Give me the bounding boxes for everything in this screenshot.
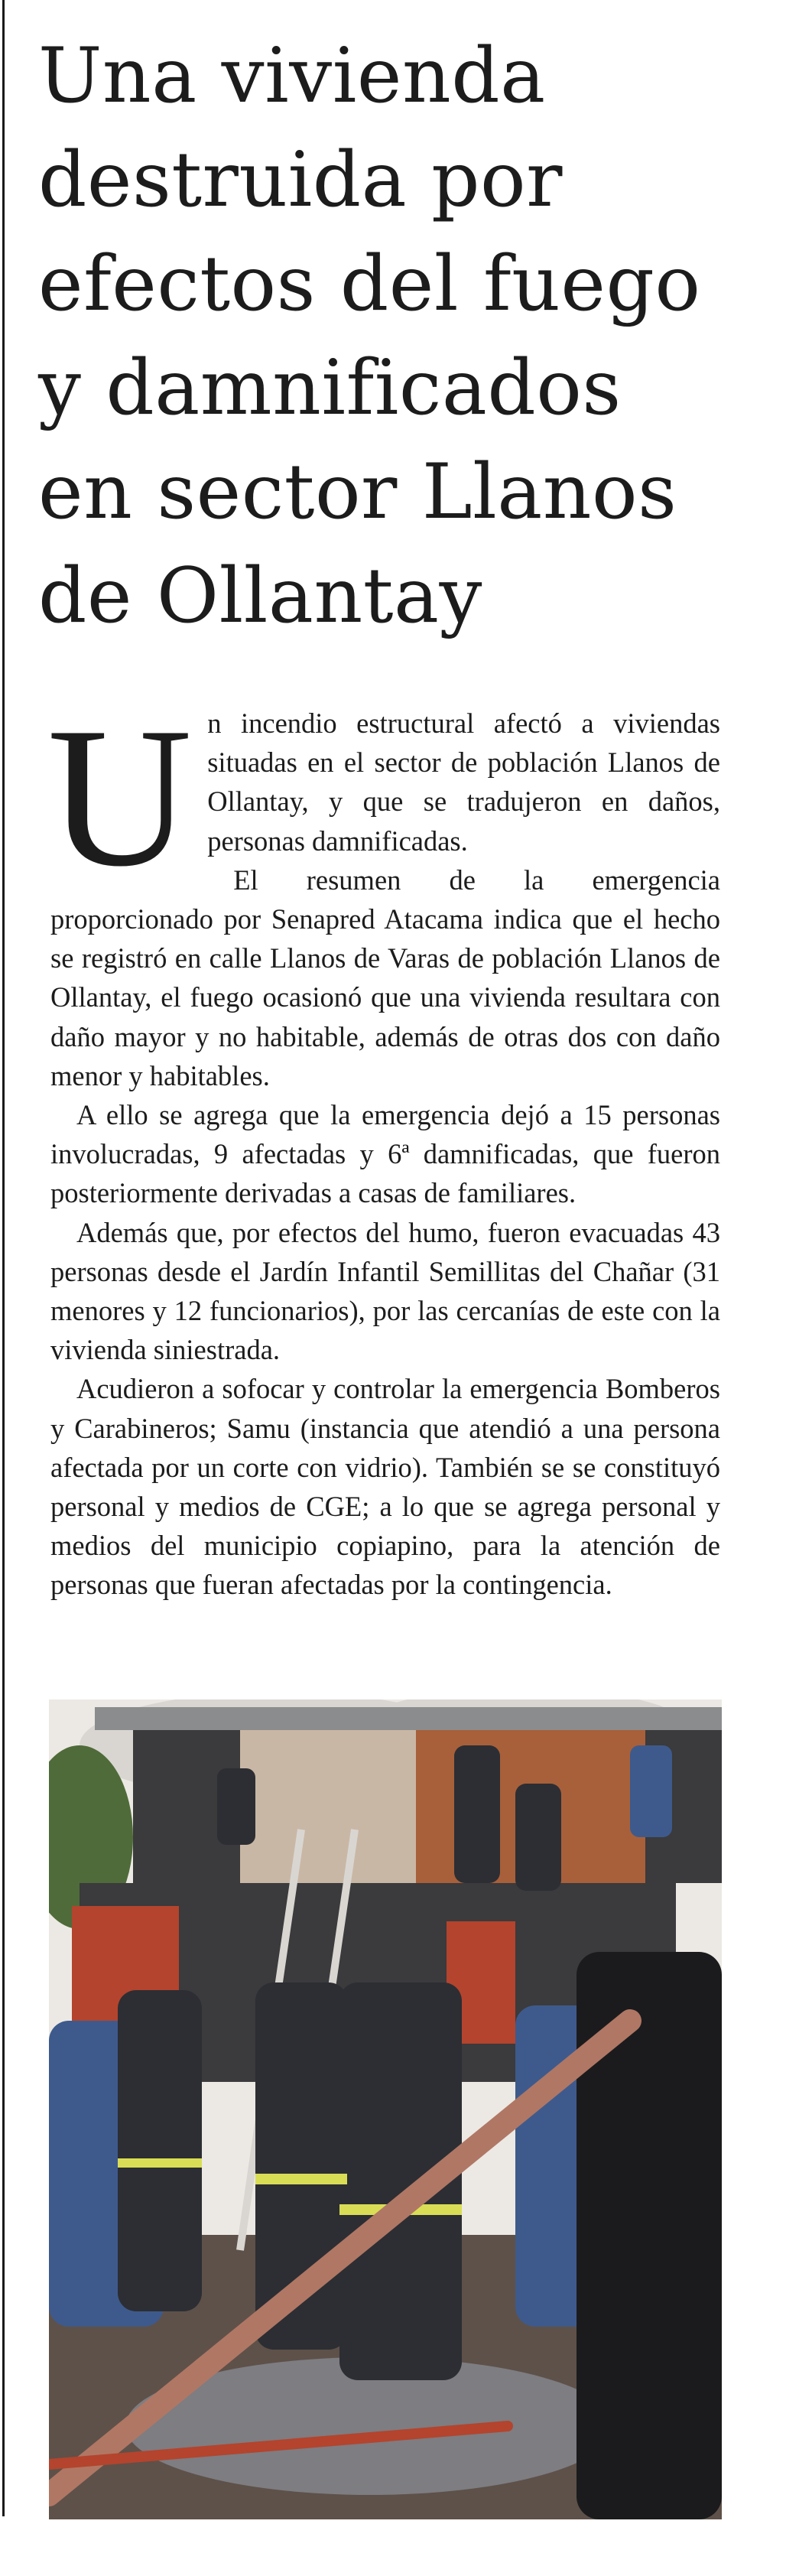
article-paragraph: Además que, por efectos del humo, fueron evacuadas 43 personas desde el Jardín Infantil Semillitas del Chañar (31 menores y 12 funcionarios), por las cercanías de este con la vivienda siniestrada. <box>50 1216 720 1366</box>
person-on-roof <box>630 1745 672 1837</box>
headline-line: y damnificados <box>38 344 622 432</box>
headline <box>38 24 757 649</box>
firefighter-on-roof <box>515 1784 561 1891</box>
headline-line: destruida por <box>38 136 563 224</box>
article-paragraph: A ello se agrega que la emergencia dejó a 15 personas involucradas, 9 afectadas y 6ª damnificadas, que fueron posteriormente derivadas a casas de familiares. <box>50 1099 720 1209</box>
headline-line: efectos del fuego <box>38 240 701 328</box>
paragraph-text: n incendio estructural afectó a viviendas situadas en el sector de población Llanos de Ollantay, y que se tradujeron en daños, personas damnificadas. <box>207 707 720 857</box>
reflective-stripe <box>255 2174 347 2184</box>
fire-scene-illustration <box>49 1699 722 2519</box>
headline-line: Una vivienda <box>38 32 546 120</box>
firefighter-on-roof <box>454 1745 500 1883</box>
column-rule <box>2 0 5 2516</box>
article-paragraph: Acudieron a sofocar y controlar la emergencia Bomberos y Carabineros; Samu (instancia que atendió a una persona afectada por un corte con vidrio). También se se constituyó personal y medios de CGE; a lo que se agrega personal y medios del municipio copiapino, para la atención de personas que fueran afectadas por la contingencia. <box>50 1373 720 1601</box>
article-paragraph: El resumen de la emergencia proporcionado por Senapred Atacama indica que el hecho se registró en calle Llanos de Varas de población Llanos de Ollantay, el fuego ocasionó que una vivienda resultara con daño mayor y no habitable, además de otras dos con daño menor y habitables. <box>50 864 720 1091</box>
house-wall-light <box>240 1730 416 1883</box>
article-body <box>47 686 720 1605</box>
drop-cap: U <box>47 686 193 908</box>
article-paragraph <box>47 686 720 908</box>
house-roof <box>95 1707 722 1730</box>
firefighter-ground <box>118 1990 202 2311</box>
headline-line: en sector Llanos <box>38 448 677 536</box>
headline-line: de Ollantay <box>38 552 482 640</box>
news-photo <box>49 1699 722 2519</box>
firefighter-on-roof <box>217 1768 255 1845</box>
reflective-stripe <box>118 2158 202 2168</box>
